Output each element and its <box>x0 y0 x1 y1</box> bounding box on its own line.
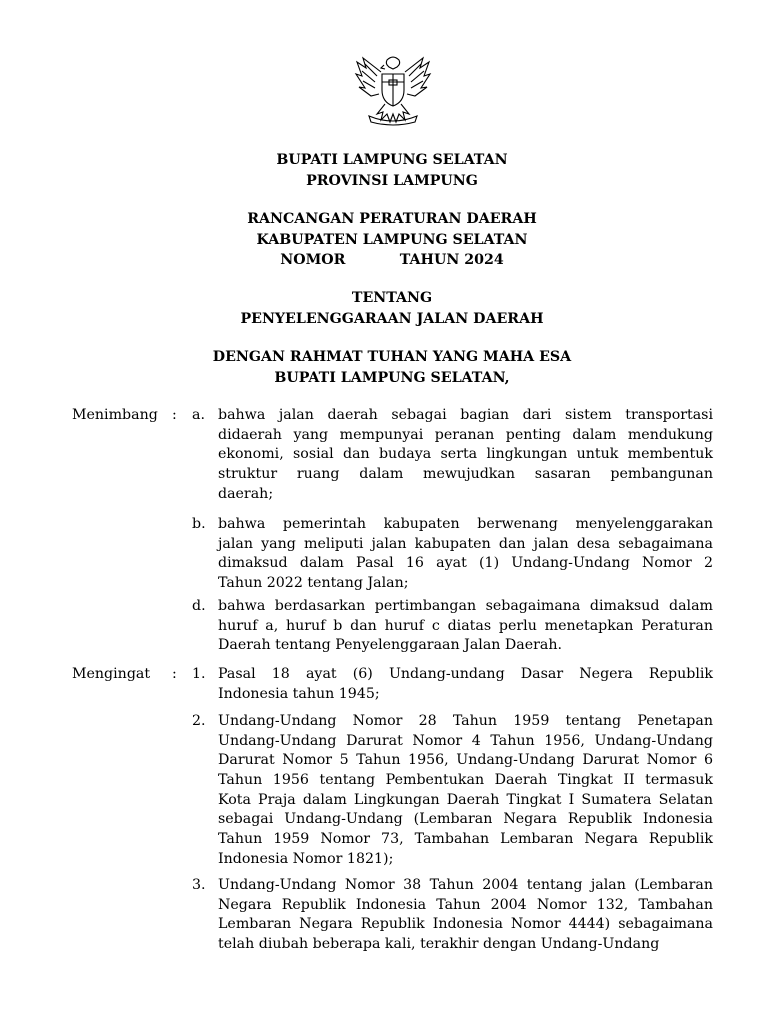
regency-title: KABUPATEN LAMPUNG SELATAN <box>256 231 528 248</box>
menimbang-item-marker: b. <box>192 516 206 532</box>
mengingat-item-line: Negara Republik Indonesia Tahun 2004 Nomor 132, Tambahan <box>218 896 713 913</box>
mengingat-item-text <box>218 712 713 870</box>
menimbang-item-text <box>218 406 713 504</box>
subject-title: PENYELENGGARAAN JALAN DAERAH <box>240 310 544 327</box>
province-title: PROVINSI LAMPUNG <box>306 172 478 189</box>
regent-sign-line: BUPATI LAMPUNG SELATAN, <box>274 369 510 386</box>
about-heading: TENTANG <box>351 290 433 306</box>
menimbang-item-marker: d. <box>192 598 206 614</box>
menimbang-item-line: struktur ruang dalam mewujudkan sasaran pembangunan <box>218 466 713 483</box>
menimbang-colon: : <box>172 407 177 423</box>
menimbang-item-line: Tahun 2022 tentang Jalan; <box>218 575 409 592</box>
menimbang-item-line: jalan yang meliputi jalan kabupaten dan jalan desa sebagaimana <box>218 535 713 552</box>
mengingat-colon: : <box>172 666 177 682</box>
mengingat-item-line: Darurat Nomor 5 Tahun 1956, Undang-Undang Darurat Nomor 6 <box>218 752 713 769</box>
menimbang-item-line: bahwa pemerintah kabupaten berwenang menyelenggarakan <box>218 516 713 532</box>
mengingat-item-marker: 2. <box>192 713 206 729</box>
subject-block <box>0 288 768 329</box>
mengingat-item-line: telah diubah beberapa kali, terakhir dengan Undang-Undang <box>218 936 660 953</box>
garuda-emblem <box>353 54 433 132</box>
number-line: NOMOR TAHUN 2024 <box>280 252 504 268</box>
header-regent-block <box>0 150 768 191</box>
menimbang-item-line: didaerah yang mempunyai peranan penting dalam mendukung <box>218 426 713 443</box>
mengingat-item-line: Undang-Undang Darurat Nomor 4 Tahun 1956, Undang-Undang <box>218 732 713 749</box>
menimbang-label: Menimbang <box>72 407 158 423</box>
mengingat-item-line: Indonesia tahun 1945; <box>218 685 380 702</box>
mengingat-item-line: Indonesia Nomor 1821); <box>218 850 394 867</box>
menimbang-item-line: daerah; <box>218 485 274 502</box>
mengingat-label: Mengingat <box>72 666 151 682</box>
menimbang-item-marker: a. <box>192 407 205 423</box>
mengingat-item-marker: 3. <box>192 877 206 893</box>
mengingat-item-line: Tahun 1959 Nomor 73, Tambahan Lembaran Negara Republik <box>218 831 713 848</box>
menimbang-item-text <box>218 515 713 594</box>
mengingat-item-line: Lembaran Negara Republik Indonesia Nomor 4444) sebagaimana <box>218 916 713 933</box>
draft-title: RANCANGAN PERATURAN DAERAH <box>247 211 537 227</box>
mengingat-item-line: Pasal 18 ayat (6) Undang-undang Dasar Negera Republik <box>218 666 713 682</box>
regent-title: BUPATI LAMPUNG SELATAN <box>276 152 508 168</box>
mengingat-item-marker: 1. <box>192 666 206 682</box>
mengingat-item-line: Kota Praja dalam Lingkungan Daerah Tingkat I Sumatera Selatan <box>218 791 713 808</box>
menimbang-item-line: dimaksud dalam Pasal 16 ayat (1) Undang-Undang Nomor 2 <box>218 555 713 572</box>
menimbang-item-line: Daerah tentang Penyelenggaraan Jalan Daerah. <box>218 637 563 654</box>
mengingat-item-line: Undang-Undang Nomor 28 Tahun 1959 tentang Penetapan <box>218 713 713 729</box>
mengingat-item-line: sebagai Undang-Undang (Lembaran Negara Republik Indonesia <box>218 811 713 828</box>
mengingat-item-text <box>218 665 713 704</box>
menimbang-item-line: ekonomi, sosial dan budaya serta lingkungan untuk membentuk <box>218 446 713 463</box>
menimbang-item-text <box>218 597 713 656</box>
blessing-line: DENGAN RAHMAT TUHAN YANG MAHA ESA <box>212 349 572 365</box>
draft-title-block <box>0 209 768 271</box>
mengingat-item-line: Tahun 1956 tentang Pembentukan Daerah Tingkat II termasuk <box>218 772 713 789</box>
menimbang-item-line: huruf a, huruf b dan huruf c diatas perlu menetapkan Peraturan <box>218 617 713 634</box>
menimbang-item-line: bahwa berdasarkan pertimbangan sebagaimana dimaksud dalam <box>218 598 713 614</box>
mengingat-item-text <box>218 876 713 955</box>
menimbang-item-line: bahwa jalan daerah sebagai bagian dari sistem transportasi <box>218 407 713 423</box>
mengingat-item-line: Undang-Undang Nomor 38 Tahun 2004 tentang jalan (Lembaran <box>218 877 713 893</box>
blessing-block <box>0 347 768 388</box>
